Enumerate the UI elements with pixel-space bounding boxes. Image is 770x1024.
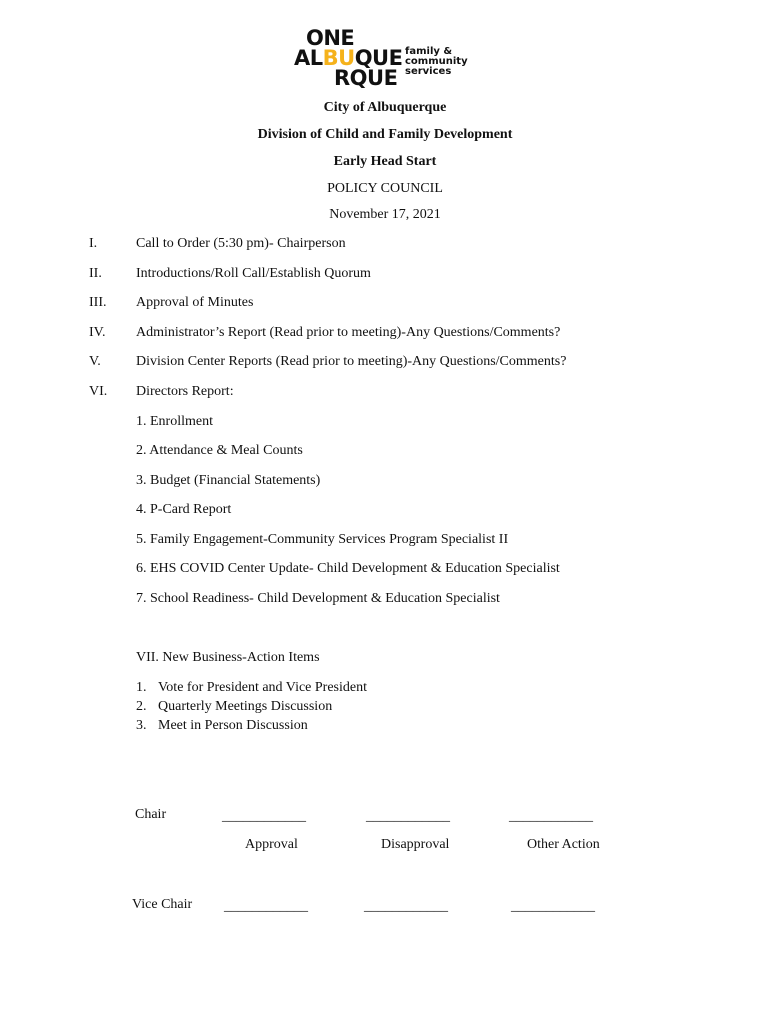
list-item: 1. Enrollment xyxy=(136,414,213,429)
list-number: 2. xyxy=(136,699,147,714)
agenda-number: V. xyxy=(89,354,101,369)
agenda-item-call-to-order: Call to Order (5:30 pm)- Chairperson xyxy=(136,236,346,251)
list-item: Meet in Person Discussion xyxy=(158,718,308,733)
disapproval-label: Disapproval xyxy=(381,837,450,852)
list-number: 1. xyxy=(136,680,147,695)
vice-chair-approval-line: ____________ xyxy=(224,899,308,914)
logo-tagline-line: services xyxy=(405,66,452,77)
list-item: 7. School Readiness- Child Development & Education Specialist xyxy=(136,591,500,606)
approval-label: Approval xyxy=(245,837,298,852)
list-item: 4. P-Card Report xyxy=(136,502,232,517)
list-item: 3. Budget (Financial Statements) xyxy=(136,473,321,488)
list-item: Vote for President and Vice President xyxy=(158,680,367,695)
logo-part-al: AL xyxy=(294,46,323,70)
logo-word-one: ONE xyxy=(306,26,355,50)
agenda-number: I. xyxy=(89,236,98,251)
chair-approval-line: ____________ xyxy=(222,809,306,824)
list-item: 5. Family Engagement-Community Services Program Specialist II xyxy=(136,532,509,547)
vice-chair-label: Vice Chair xyxy=(132,897,193,912)
logo-tagline-line: family & xyxy=(405,46,453,57)
agenda-item-administrators-report: Administrator’s Report (Read prior to meeting)-Any Questions/Comments? xyxy=(136,325,561,340)
logo-word-rque: RQUE xyxy=(334,66,398,90)
agenda-number: IV. xyxy=(89,325,106,340)
agenda-number: III. xyxy=(89,295,107,310)
list-item: Quarterly Meetings Discussion xyxy=(158,699,333,714)
logo-tagline xyxy=(405,47,468,77)
other-action-label: Other Action xyxy=(527,837,600,852)
chair-label: Chair xyxy=(135,807,167,822)
vice-chair-other-action-line: ____________ xyxy=(511,899,595,914)
list-item: 2. Attendance & Meal Counts xyxy=(136,443,303,458)
logo-part-que: QUE xyxy=(354,46,403,70)
agenda-item-directors-report: Directors Report: xyxy=(136,384,234,399)
logo-tagline-line: community xyxy=(405,56,468,67)
chair-other-action-line: ____________ xyxy=(509,809,593,824)
agenda-item-division-center-reports: Division Center Reports (Read prior to meeting)-Any Questions/Comments? xyxy=(136,354,567,369)
chair-disapproval-line: ____________ xyxy=(366,809,450,824)
header-division: Division of Child and Family Development xyxy=(257,127,513,142)
agenda-item-introductions: Introductions/Roll Call/Establish Quorum xyxy=(136,266,371,281)
header-city: City of Albuquerque xyxy=(323,100,447,115)
header-date: November 17, 2021 xyxy=(329,207,441,222)
logo-part-bu: BU xyxy=(322,46,355,70)
list-number: 3. xyxy=(136,718,147,733)
agenda-number: VI. xyxy=(89,384,108,399)
list-item: 6. EHS COVID Center Update- Child Development & Education Specialist xyxy=(136,561,560,576)
agenda-item-approval-minutes: Approval of Minutes xyxy=(136,295,254,310)
header-council: POLICY COUNCIL xyxy=(327,181,443,196)
logo-word-albuque xyxy=(294,48,402,68)
new-business-heading: VII. New Business-Action Items xyxy=(136,650,320,665)
agenda-number: II. xyxy=(89,266,102,281)
one-albuquerque-logo xyxy=(294,28,474,90)
header-program: Early Head Start xyxy=(333,154,437,169)
vice-chair-disapproval-line: ____________ xyxy=(364,899,448,914)
